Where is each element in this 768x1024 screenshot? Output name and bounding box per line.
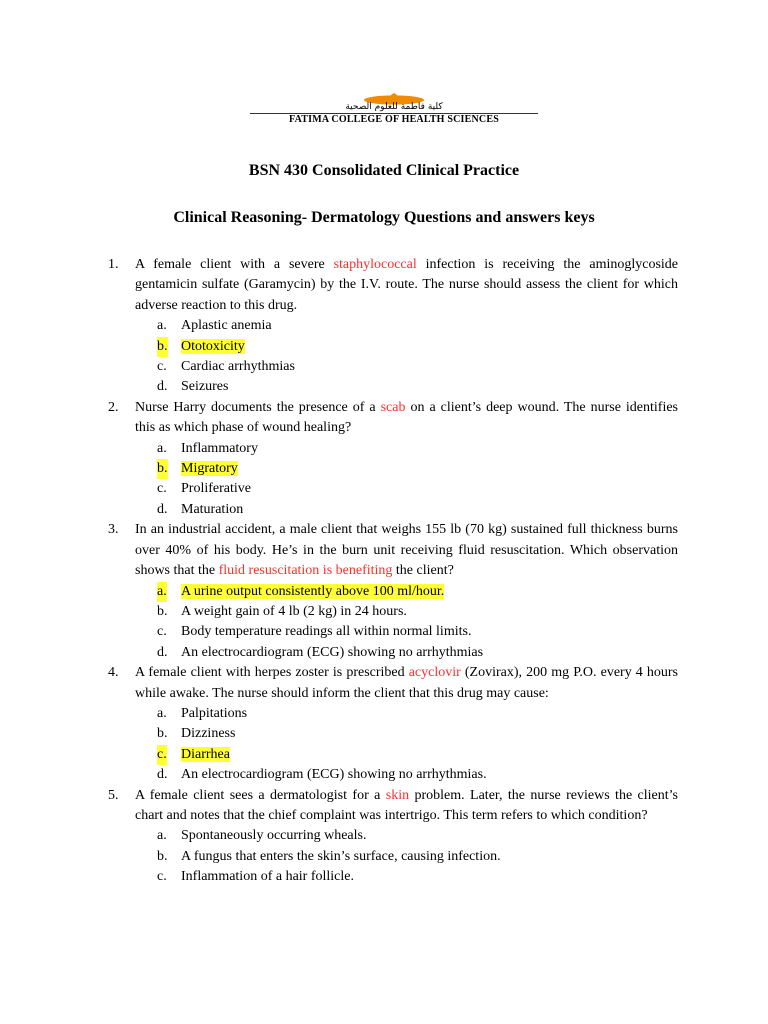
logo-arabic-text: كلية فاطمة للعلوم الصحية	[345, 102, 443, 112]
question-text-after: the client?	[392, 563, 454, 579]
question-text	[135, 663, 678, 704]
question-item	[108, 398, 678, 520]
option-text: Inflammation of a hair follicle.	[181, 869, 354, 885]
option-text: Maturation	[181, 501, 244, 517]
question-text-after: problem. Later, the nurse reviews the client’s chart and notes that the chief complaint was intertrigo. This term refers to which condition?	[135, 787, 678, 823]
question-text	[135, 520, 678, 581]
question-text	[135, 398, 678, 439]
answer-option-highlighted	[135, 582, 678, 602]
question-number: 4.	[108, 665, 119, 681]
question-text-before: In an industrial accident, a male client that weighs 155 lb (70 kg) sustained full thickness burns over 40% of his body. He’s in the burn unit receiving fluid resuscitation. Which observation shows that the	[135, 522, 678, 579]
option-text: Proliferative	[181, 481, 251, 497]
answer-option	[135, 867, 678, 887]
option-letter: c.	[157, 624, 167, 640]
option-letter: c.	[157, 359, 167, 375]
option-body	[181, 767, 487, 782]
question-number: 1.	[108, 257, 119, 272]
answer-option	[135, 500, 678, 520]
option-body	[181, 828, 366, 843]
option-text: An electrocardiogram (ECG) showing no arrhythmias	[181, 644, 484, 660]
option-body	[181, 624, 471, 639]
answer-option	[135, 357, 678, 377]
answer-option	[135, 316, 678, 336]
question-text-after: infection is receiving the aminoglycoside gentamicin sulfate (Garamycin) by the I.V. route. The nurse should assess the client for which adverse reaction to this drug.	[135, 257, 678, 313]
option-letter: a.	[157, 440, 167, 456]
option-letter: d.	[157, 767, 168, 783]
option-letter: a.	[157, 828, 167, 844]
course-title: BSN 430 Consolidated Clinical Practice	[248, 162, 520, 179]
option-letter: d.	[157, 379, 168, 395]
answer-option	[135, 602, 678, 622]
question-keyword: skin	[385, 787, 410, 803]
option-body	[181, 584, 444, 599]
answer-option-highlighted	[135, 459, 678, 479]
option-letter: b.	[157, 848, 168, 864]
question-text-before: Nurse Harry documents the presence of a	[135, 399, 381, 415]
question-item	[108, 520, 678, 663]
answer-option	[135, 724, 678, 744]
option-letter: a.	[157, 705, 167, 721]
question-number: 2.	[108, 399, 119, 415]
option-body	[181, 461, 238, 476]
option-list	[135, 826, 678, 887]
option-body	[181, 869, 354, 884]
option-body	[181, 849, 501, 864]
question-keyword: staphylococcal	[333, 257, 417, 272]
option-body	[181, 339, 245, 354]
option-letter: c.	[157, 745, 167, 765]
option-body	[181, 359, 295, 374]
answer-option-highlighted	[135, 745, 678, 765]
option-body	[181, 726, 235, 741]
option-letter: b.	[157, 337, 168, 357]
option-body	[181, 318, 272, 333]
option-letter: b.	[157, 726, 168, 742]
answer-option	[135, 643, 678, 663]
option-list	[135, 439, 678, 521]
question-list	[108, 255, 678, 888]
question-text	[135, 255, 678, 316]
option-letter: a.	[157, 582, 167, 602]
option-body	[181, 441, 258, 456]
answer-option	[135, 439, 678, 459]
question-text-after: on a client’s deep wound. The nurse identifies this as which phase of wound healing?	[135, 399, 678, 436]
question-keyword: acyclovir	[408, 665, 461, 681]
question-item	[108, 786, 678, 888]
answer-option	[135, 704, 678, 724]
option-list	[135, 582, 678, 664]
option-letter: c.	[157, 481, 167, 497]
option-text: A fungus that enters the skin’s surface, causing infection.	[181, 848, 501, 864]
question-keyword: fluid resuscitation is benefiting	[218, 563, 393, 579]
option-list	[135, 316, 678, 398]
option-text: Dizziness	[181, 726, 236, 742]
option-text: Ototoxicity	[181, 338, 245, 354]
option-letter: b.	[157, 603, 168, 619]
question-text-before: A female client with a severe	[135, 257, 334, 272]
option-text: Migratory	[181, 461, 238, 477]
answer-option	[135, 377, 678, 397]
option-text: Aplastic anemia	[181, 318, 272, 334]
option-body	[181, 604, 407, 619]
answer-option-highlighted	[135, 337, 678, 357]
logo-english-text: FATIMA COLLEGE OF HEALTH SCIENCES	[289, 114, 499, 125]
option-text: Diarrhea	[181, 746, 230, 762]
option-body	[181, 481, 251, 496]
question-item	[108, 255, 678, 398]
document-title: Clinical Reasoning- Dermatology Questions and answers keys	[173, 209, 595, 226]
option-text: A weight gain of 4 lb (2 kg) in 24 hours.	[181, 603, 407, 619]
option-letter: b.	[157, 459, 168, 479]
option-body	[181, 502, 243, 517]
answer-option	[135, 479, 678, 499]
option-body	[181, 645, 483, 660]
option-letter: d.	[157, 644, 168, 660]
option-text: Spontaneously occurring wheals.	[181, 828, 367, 844]
option-text: Inflammatory	[181, 440, 258, 456]
option-body	[181, 379, 228, 394]
option-body	[181, 747, 230, 762]
option-body	[181, 706, 247, 721]
answer-option	[135, 826, 678, 846]
question-number: 5.	[108, 787, 119, 803]
option-letter: a.	[157, 318, 167, 334]
answer-option	[135, 847, 678, 867]
option-text: Cardiac arrhythmias	[181, 359, 295, 375]
question-text	[135, 786, 678, 827]
answer-option	[135, 622, 678, 642]
question-text-after: (Zovirax), 200 mg P.O. every 4 hours while awake. The nurse should inform the client that this drug may cause:	[135, 665, 679, 701]
option-text: A urine output consistently above 100 ml/hour.	[181, 583, 445, 599]
option-text: Seizures	[181, 379, 229, 395]
question-keyword: scab	[380, 399, 406, 415]
option-text: Body temperature readings all within normal limits.	[181, 624, 472, 640]
question-text-before: A female client with herpes zoster is prescribed	[135, 665, 409, 681]
question-item	[108, 663, 678, 785]
question-number: 3.	[108, 522, 119, 538]
option-letter: d.	[157, 501, 168, 517]
option-text: Palpitations	[181, 705, 248, 721]
answer-option	[135, 765, 678, 785]
option-list	[135, 704, 678, 786]
college-logo	[248, 92, 540, 136]
question-text-before: A female client sees a dermatologist for a	[135, 787, 386, 803]
option-text: An electrocardiogram (ECG) showing no arrhythmias.	[181, 767, 487, 783]
option-letter: c.	[157, 869, 167, 885]
